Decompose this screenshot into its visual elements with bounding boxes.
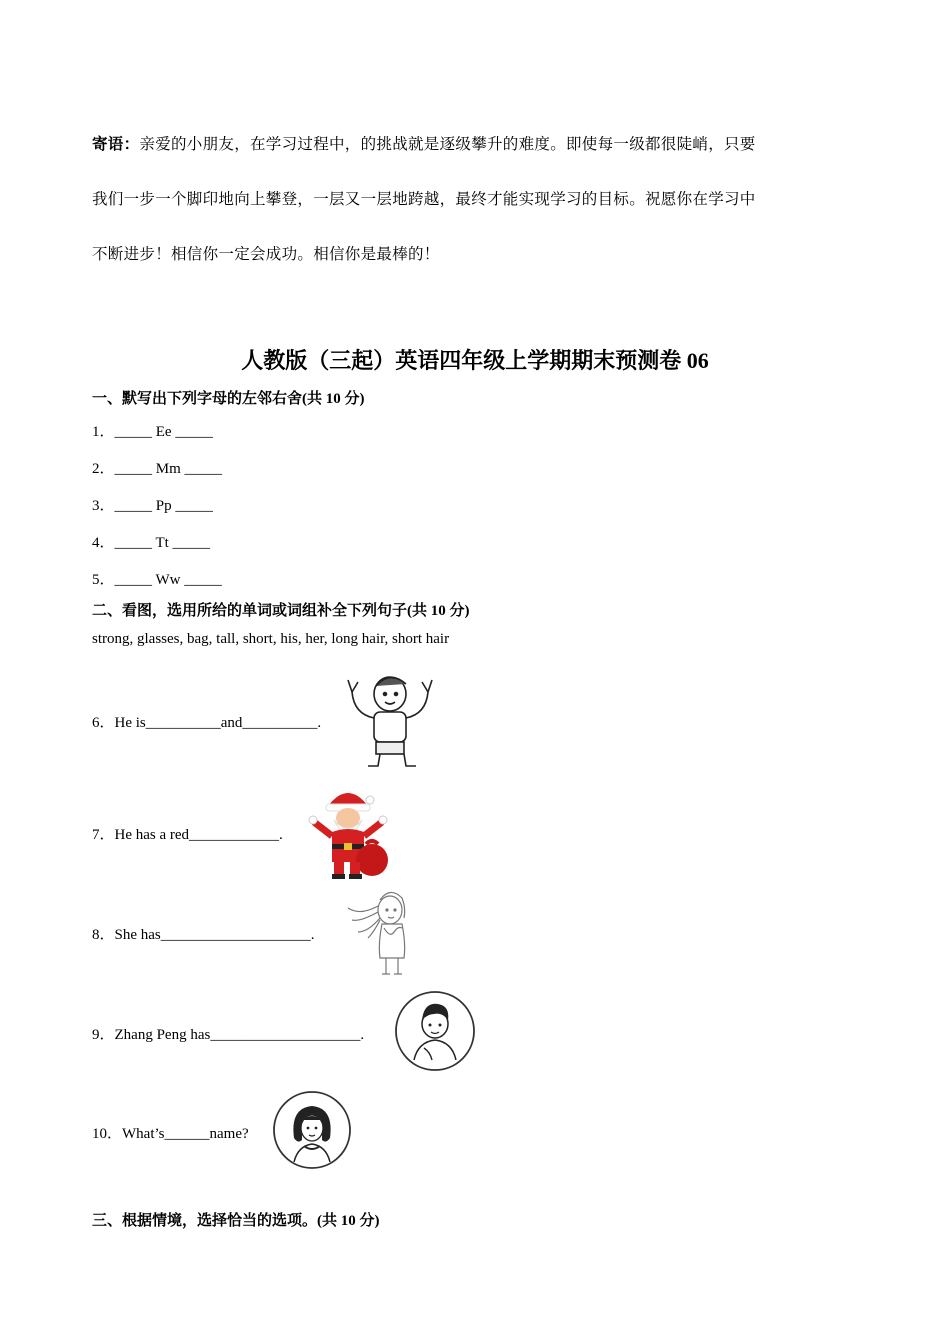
section-1-heading: 一、默写出下列字母的左邻右舍(共 10 分) <box>92 391 365 407</box>
question-2: 2．_____ Mm _____ <box>92 461 223 477</box>
question-5: 5．_____ Ww _____ <box>92 572 222 588</box>
question-3: 3．_____ Pp _____ <box>92 498 213 514</box>
santa-claus-illustration <box>304 782 392 882</box>
page-title: 人教版（三起）英语四年级上学期期末预测卷 06 <box>241 348 709 373</box>
section-3-heading: 三、根据情境，选择恰当的选项。(共 10 分) <box>92 1213 380 1229</box>
word-bank: strong, glasses, bag, tall, short, his, her, long hair, short hair <box>92 631 450 647</box>
greeting-label: 寄语： <box>92 136 140 153</box>
question-1: 1．_____ Ee _____ <box>92 424 213 440</box>
question-10: 10．What’s______name? <box>92 1126 249 1142</box>
question-8: 8．She has____________________. <box>92 927 315 943</box>
question-9: 9．Zhang Peng has____________________. <box>92 1027 365 1043</box>
greeting-line-2: 我们一步一个脚印地向上攀登，一层又一层地跨越，最终才能实现学习的目标。祝愿你在学习中 <box>92 191 756 208</box>
strong-boy-illustration <box>340 668 440 772</box>
long-hair-girl-illustration <box>344 884 426 978</box>
question-4: 4．_____ Tt _____ <box>92 535 211 551</box>
section-2-heading: 二、看图，选用所给的单词或词组补全下列句子(共 10 分) <box>92 603 470 619</box>
question-6: 6．He is__________and__________. <box>92 715 322 731</box>
greeting-line-3: 不断进步！相信你一定会成功。相信你是最棒的！ <box>92 246 440 263</box>
zhang-peng-portrait <box>394 990 476 1072</box>
greeting-line-1: 寄语：亲爱的小朋友，在学习过程中，的挑战就是逐级攀升的难度。即使每一级都很陡峭，只要 <box>92 136 756 153</box>
question-7: 7．He has a red____________. <box>92 827 283 843</box>
girl-portrait <box>272 1090 352 1170</box>
